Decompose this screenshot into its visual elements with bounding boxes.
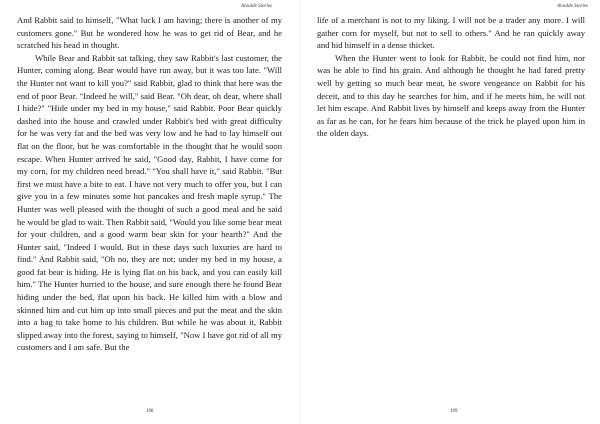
right-page-number: 109 [450, 409, 458, 414]
left-paragraph-2: While Bear and Rabbit sat talking, they saw Rabbit's last customer, the Hunter, coming along. Bear would have run away, but it was too late. "Will the Hunter not want to kill you?" said Rabbit, glad to think that here was the end of poor Bear. "Indeed he will," said Bear. "Oh dear, oh dear, where shall I hide?" "Hide under my bed in my house," said Rabbit. Poor Bear quickly dashed into the house and crawled under Rabbit's bed with great difficulty for he was very fat and the bed was very low and he had to lay himself out flat on the floor, but he was comfortable in the thought that he would soon escape. When Hunter arrived he said, "Good day, Rabbit, I have come for my corn, for my children need bread." "You shall have it," said Rabbit. "But first we must have a bite to eat. I have not very much to offer you, but I can give you in a few minutes some hot pancakes and fresh maple syrup." The Hunter was well pleased with the thought of such a good meal and he said he would be glad to wait. Then Rabbit said, "Would you like some bear meat for your children, and a good warm bear skin for your hearth?" And the Hunter said, "Indeed I would. But in these days such luxuries are hard to find." And Rabbit said, "Oh no, they are not; under my bed in my house, a good fat bear is hiding. He is lying flat on his back, and you can easily kill him." The Hunter hurried to the house, and sure enough there he found Bear hiding under the bed, flat upon his back. He killed him with a blow and skinned him and cut him up into small pieces and put the meat and the skin into a bag to take home to his children. But while he was about it, Rabbit slipped away into the forest, saying to himself, "Now I have got rid of all my customers and I am safe. But the [17, 52, 282, 353]
right-page-text [317, 14, 585, 140]
right-running-head: Aroulde Stories [556, 4, 588, 9]
right-paragraph-2: When the Hunter went to look for Rabbit, he could not find him, nor was he able to find his grain. And although he thought he had fared pretty well by getting so much bear meat, he swore vengeance on Rabbit for his deceit, and to this day he searches for him, and if he meets him, he will not let him escape. And Rabbit lives by himself and keeps away from the Hunter as far as he can, for he fears him because of the trick he played upon him in the olden days. [317, 52, 585, 139]
right-page [300, 0, 600, 424]
left-page-number: 108 [146, 409, 154, 414]
right-paragraph-1: life of a merchant is not to my liking. I will not be a trader any more. I will gather corn for myself, but not to sell to others." And he ran quickly away and hid himself in a dense thicket. [317, 15, 585, 51]
left-page-text [17, 14, 282, 354]
left-paragraph-1: And Rabbit said to himself, "What luck I am having; there is another of my customers gone." But he wondered how he was to get rid of Bear, and he scratched his head in thought. [17, 15, 282, 51]
left-running-head: Aroulde Stories [240, 4, 272, 9]
